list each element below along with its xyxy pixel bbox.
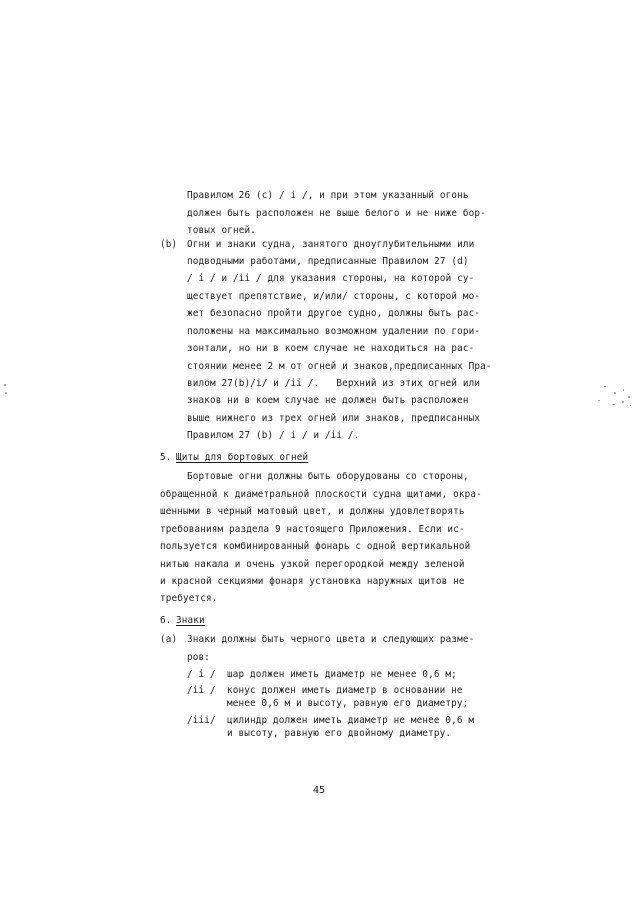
- text-line: Огни и знаки судна, занятого дноуглубительными или: [187, 239, 475, 250]
- subitem-label: / i /: [187, 669, 216, 680]
- text-line: вилом 27(b)/i/ и /ii /. Верхний из этих огней или: [187, 378, 481, 389]
- text-line: ществует препятствие, и/или/ стороны, с которой мо-: [187, 291, 481, 302]
- scan-speck: [5, 392, 7, 394]
- text-line: Знаки должны быть черного цвета и следующих разме-: [187, 634, 475, 645]
- scan-speck: [598, 400, 600, 401]
- text-line: подводными работами, предписанные Правилом 27 (d): [187, 256, 469, 267]
- text-line: жет безопасно пройти другое судно, должны быть рас-: [187, 308, 481, 319]
- text-line: знаков ни в коем случае не должен быть расположен: [187, 395, 469, 406]
- scan-speck: [622, 401, 624, 403]
- text-line: цилиндр должен иметь диаметр не менее 0,6 м: [227, 715, 475, 726]
- scan-speck: [604, 386, 606, 387]
- text-line: менее 0,6 м и высоту, равную его диаметру;: [227, 698, 469, 709]
- text-line: Правилом 27 (b) / i / и /ii /.: [187, 430, 360, 441]
- text-line: требуется.: [160, 593, 218, 604]
- scan-speck: [630, 405, 631, 406]
- text-line: Правилом 26 (с) / i /, и при этом указанный огонь: [187, 190, 469, 201]
- text-line: конус должен иметь диаметр в основании не: [227, 685, 463, 696]
- text-line: Бортовые огни должны быть оборудованы со стороны,: [187, 471, 469, 482]
- text-line: товых огней.: [187, 225, 256, 236]
- scan-speck: [623, 389, 624, 391]
- scan-speck: [612, 404, 615, 405]
- text-line: и высоту, равную его двойному диаметру.: [227, 728, 452, 739]
- text-line: шар должен иметь диаметр не менее 0,6 м;: [227, 669, 457, 680]
- text-line: требованиям раздела 9 настоящего Приложения. Если ис-: [160, 524, 465, 535]
- scan-speck: [4, 384, 6, 386]
- text-line: обращенной к диаметральной плоскости судна щитами, окра-: [160, 489, 482, 500]
- text-line: выше нижнего из трех огней или знаков, предписанных: [187, 413, 481, 424]
- page-number: 45: [313, 785, 326, 796]
- section-5-title: Щиты для бортовых огней: [176, 452, 309, 463]
- text-line: должен быть расположен не выше белого и не ниже бор-: [187, 208, 486, 219]
- scan-speck: [628, 396, 630, 398]
- section-6-title: Знаки: [176, 615, 205, 626]
- text-line: зонтали, но ни в коем случае не находиться на рас-: [187, 343, 475, 354]
- text-line: стоянии менее 2 м от огней и знаков,предписанных Пра-: [187, 361, 492, 372]
- text-line: шенными в черный матовый цвет, и должны удовлетворять: [160, 506, 465, 517]
- item-a-label: (a): [160, 634, 178, 645]
- subitem-label: /ii /: [187, 685, 216, 696]
- item-b-label: (b): [160, 239, 178, 250]
- text-line: положены на максимально возможном удалении по гори-: [187, 326, 481, 337]
- section-5-number: 5.: [160, 452, 172, 463]
- text-line: ров:: [187, 652, 210, 663]
- scan-speck: [614, 392, 616, 394]
- text-line: / i / и /ii / для указания стороны, на которой су-: [187, 273, 475, 284]
- subitem-label: /iii/: [187, 715, 216, 726]
- text-line: пользуется комбинированный фонарь с одной вертикальной: [160, 541, 471, 552]
- text-line: и красной секциями фонаря установка наружных щитов не: [160, 576, 465, 587]
- section-6-number: 6.: [160, 615, 172, 626]
- text-line: нитью накала и очень узкой перегородкой между зеленой: [160, 559, 465, 570]
